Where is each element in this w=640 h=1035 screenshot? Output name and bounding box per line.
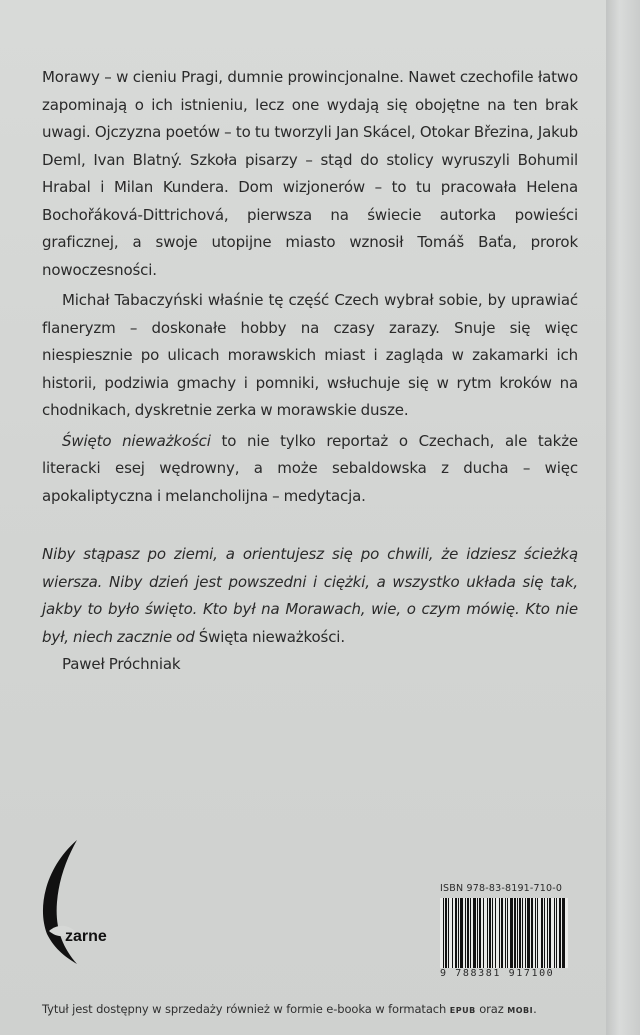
barcode-bar — [517, 898, 518, 968]
barcode-bar — [541, 898, 543, 968]
barcode-bar — [495, 898, 496, 968]
quote-author: Paweł Próchniak — [62, 655, 181, 673]
endorsement-quote — [42, 541, 578, 679]
logo-wordmark: zarne — [65, 928, 107, 945]
barcode-bar — [477, 898, 478, 968]
barcode-bar — [445, 898, 447, 968]
barcode-bar — [505, 898, 506, 968]
barcode-bar — [489, 898, 491, 968]
quote-end: . — [340, 627, 345, 646]
format-mobi: mobi — [507, 1002, 534, 1016]
barcode-bar — [559, 898, 561, 968]
quote-body: Niby stąpasz po ziemi, a orientujesz się po chwili, że idziesz ścieżką wiersza. Niby dzień jest powszedni i ciężki, a wszystko układa się tak, jakby to było święto. Kto był na Morawach, wie, o czym mówię. Kto nie był, niech zacznie od — [42, 545, 578, 646]
barcode-bar — [510, 898, 513, 968]
barcode-bar — [549, 898, 551, 968]
barcode-block — [440, 884, 568, 984]
blurb-paragraph-2: Michał Tabaczyński właśnie tę część Czech wybrał sobie, by uprawiać flaneryzm – doskonałe hobby na czasy zarazy. Snuje się więc niespiesznie po ulicach morawskich miast i zagląda w zakamarki ich historii, podziwia gmachy i pomniki, wsłuchuje się w rytm kroków na chodnikach, dyskretnie zerka w morawskie dusze. — [42, 291, 578, 419]
blurb-paragraph-3 — [42, 428, 578, 511]
barcode-bar — [514, 898, 516, 968]
ebook-availability-note — [42, 1002, 582, 1016]
footer-mid: oraz — [475, 1002, 508, 1016]
barcode-bar — [547, 898, 548, 968]
barcode-digits: 9 788381 917100 — [440, 968, 555, 979]
barcode-bar — [531, 898, 533, 968]
barcode-bar — [501, 898, 503, 968]
barcode-bar — [527, 898, 530, 968]
blurb-paragraph-3-text: to nie tylko reportaż o Czechach, ale także literacki esej wędrowny, a może sebaldowska z ducha – więc apokaliptyczna i melancholijna – medytacja. — [42, 431, 578, 505]
book-spine — [606, 0, 640, 1035]
barcode-bar — [473, 898, 476, 968]
isbn-label: ISBN 978-83-8191-710-0 — [440, 883, 563, 894]
barcode-bar — [492, 898, 493, 968]
barcode-bar — [458, 898, 459, 968]
barcode-bar — [562, 898, 565, 968]
barcode-bar — [479, 898, 481, 968]
barcode-bar — [499, 898, 500, 968]
footer-text: Tytuł jest dostępny w sprzedaży również w formie e-booka w formatach — [42, 1002, 450, 1016]
format-epub: epub — [449, 1002, 476, 1016]
barcode-bar — [483, 898, 484, 968]
publisher-logo — [37, 838, 127, 968]
barcode-bar — [544, 898, 545, 968]
blurb-text — [42, 64, 578, 510]
barcode-bar — [467, 898, 469, 968]
barcode-bar — [522, 898, 523, 968]
barcode-bar — [470, 898, 471, 968]
barcode-bar — [448, 898, 449, 968]
barcode-bar — [535, 898, 536, 968]
footer-end: . — [533, 1002, 537, 1016]
blurb-paragraph-1: Morawy – w cieniu Pragi, dumnie prowincjonalne. Nawet czechofile łatwo zapominają o ich istnieniu, lecz one wydają się obojętne na ten brak uwagi. Ojczyzna poetów – to tu tworzyli Jan Skácel, Otokar Březina, Jakub Deml, Ivan Blatný. Szkoła pisarzy – stąd do stolicy wyruszyli Bohumil Hrabal i Milan Kundera. Dom wizjonerów – to tu pracowała Helena Bochořáková-Dittrichová, pierwsza na świecie autorka powieści graficznej, a swoje utopijne miasto wznosił Tomáš Baťa, prorok nowoczesności. — [42, 68, 578, 279]
barcode-bar — [537, 898, 538, 968]
barcode-bar — [452, 898, 453, 968]
barcode — [440, 898, 568, 968]
barcode-bar — [460, 898, 463, 968]
barcode-bar — [525, 898, 526, 968]
barcode-bar — [487, 898, 488, 968]
barcode-bar — [507, 898, 508, 968]
barcode-bar — [443, 898, 444, 968]
barcode-bar — [465, 898, 466, 968]
barcode-bar — [556, 898, 557, 968]
barcode-bar — [455, 898, 457, 968]
barcode-bar — [519, 898, 521, 968]
barcode-bar — [554, 898, 555, 968]
quote-book-title: Święta nieważkości — [198, 627, 341, 646]
book-title-inline: Święto nieważkości — [62, 431, 211, 450]
quote-text — [42, 541, 578, 651]
logo-crescent-icon — [43, 840, 77, 964]
